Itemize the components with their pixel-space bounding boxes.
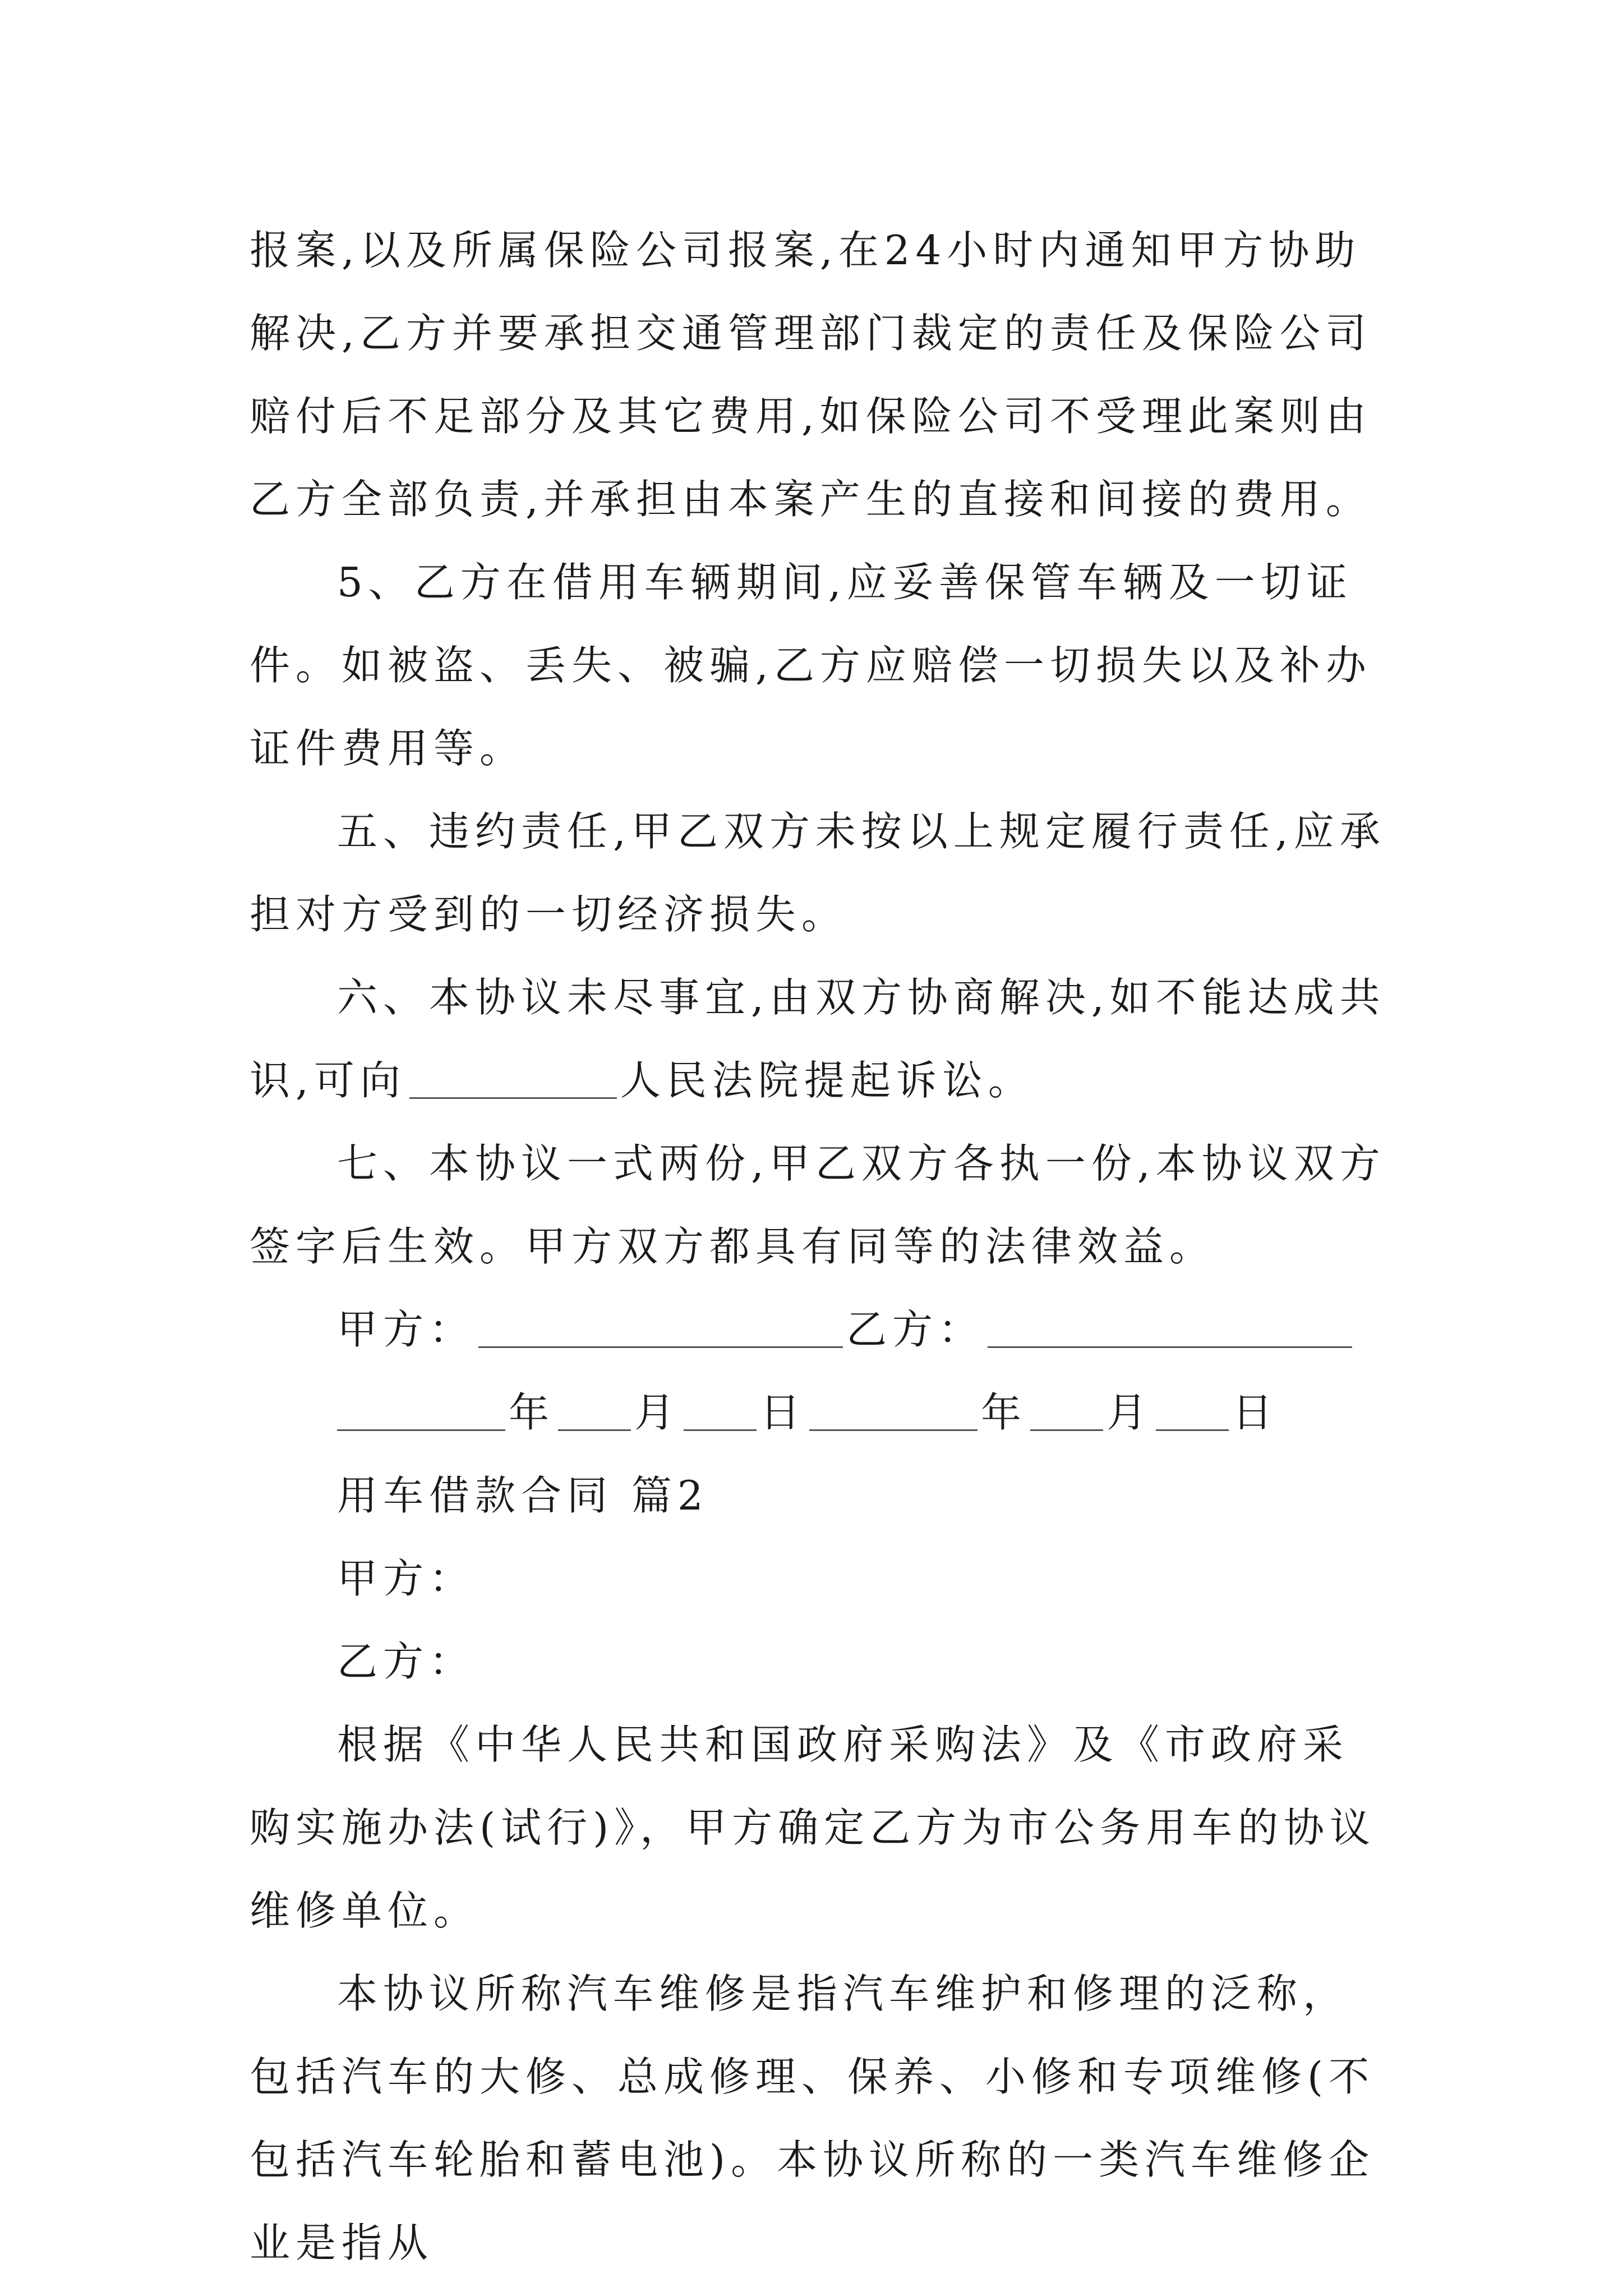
signature-party-b-blank	[988, 1306, 1352, 1348]
date-b-day-label: 日	[1232, 1389, 1279, 1436]
date-a-year-label: 年	[509, 1389, 555, 1436]
date-a-day-blank	[684, 1389, 757, 1431]
party-b-line: 乙方：	[337, 1638, 476, 1685]
paragraph-dispute-resolution	[250, 956, 1388, 1122]
date-line	[250, 1371, 1388, 1454]
paragraph-clause-5: 5、乙方在借用车辆期间,应妥善保管车辆及一切证件。如被盗、丢失、被骗,乙方应赔偿一切损失以及补办证件费用等。	[250, 559, 1372, 772]
section-title: 用车借款合同 篇2	[337, 1472, 709, 1519]
date-a-day-label: 日	[760, 1389, 806, 1436]
paragraph-copies-validity: 七、本协议一式两份,甲乙双方各执一份,本协议双方签字后生效。甲方双方都具有同等的法律效益。	[250, 1140, 1386, 1270]
paragraph-accident-report: 报案,以及所属保险公司报案,在24小时内通知甲方协助解决,乙方并要承担交通管理部门裁定的责任及保险公司赔付后不足部分及其它费用,如保险公司不受理此案则由乙方全部负责,并承担由本案产生的直接和间接的费用。	[250, 227, 1372, 523]
dispute-text-before: 六、本协议未尽事宜,由双方协商解决,如不能达成共识,可向	[250, 974, 1386, 1104]
signature-party-a-label: 甲方：	[337, 1306, 476, 1353]
date-a-month-blank	[558, 1389, 631, 1431]
date-b-year-blank	[809, 1389, 978, 1431]
date-b-day-blank	[1156, 1389, 1229, 1431]
date-a-month-label: 月	[634, 1389, 681, 1436]
document-body	[250, 209, 1388, 2284]
paragraph-legal-basis: 根据《中华人民共和国政府采购法》及《市政府采购实施办法(试行)》，甲方确定乙方为市公务用车的协议维修单位。	[250, 1721, 1376, 1934]
date-a-year-blank	[337, 1389, 505, 1431]
signature-party-a-blank	[478, 1306, 843, 1348]
paragraph-maintenance-definition: 本协议所称汽车维修是指汽车维护和修理的泛称，包括汽车的大修、总成修理、保养、小修和专项维修(不包括汽车轮胎和蓄电池)。本协议所称的一类汽车维修企业是指从	[250, 1970, 1375, 2266]
date-b-month-label: 月	[1106, 1389, 1153, 1436]
party-a-line: 甲方：	[337, 1555, 476, 1602]
date-b-year-label: 年	[981, 1389, 1027, 1436]
paragraph-breach-liability: 五、违约责任,甲乙双方未按以上规定履行责任,应承担对方受到的一切经济损失。	[250, 808, 1386, 938]
dispute-text-after: 人民法院提起诉讼。	[620, 1057, 1034, 1104]
date-b-month-blank	[1030, 1389, 1103, 1431]
signature-line	[250, 1288, 1388, 1371]
court-blank-field	[409, 1057, 617, 1099]
signature-party-b-label: 乙方：	[846, 1306, 985, 1353]
